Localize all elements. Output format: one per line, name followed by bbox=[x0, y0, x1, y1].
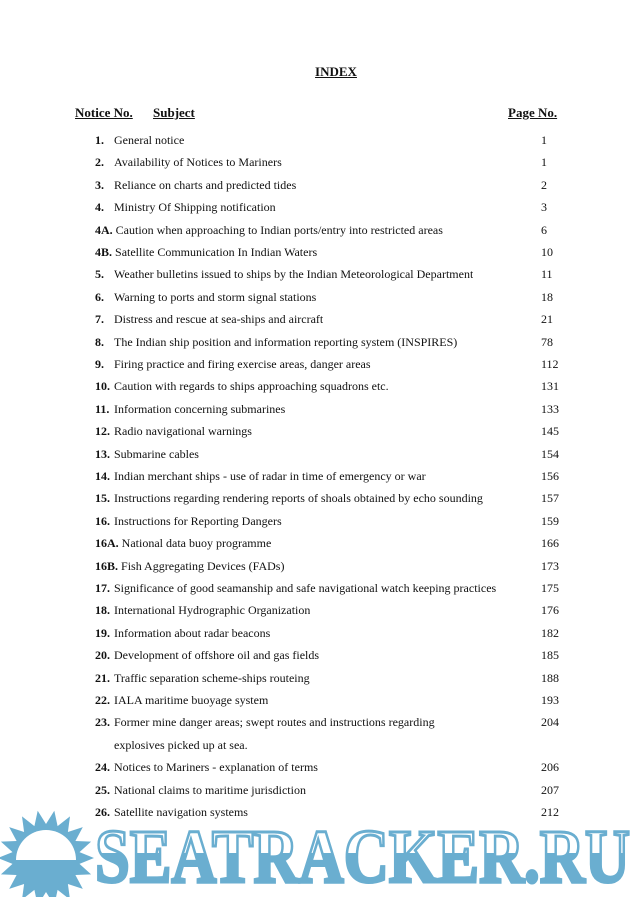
entry-subject: Instructions for Reporting Dangers bbox=[114, 513, 282, 528]
entry-number: 22. bbox=[95, 693, 110, 707]
header-page-no: Page No. bbox=[508, 105, 558, 120]
entry-subject: Notices to Mariners - explanation of terms bbox=[114, 760, 318, 775]
entry-subject: General notice bbox=[114, 133, 185, 147]
entry-subject: Indian merchant ships - use of radar in time of emergency or war bbox=[114, 469, 426, 483]
entry-subject: IALA maritime buoyage system bbox=[114, 693, 269, 707]
entry-page: 112 bbox=[541, 357, 559, 371]
index-entry bbox=[95, 715, 559, 733]
entry-number: 13. bbox=[95, 446, 110, 461]
entry-number: 12. bbox=[95, 424, 110, 439]
entry-page: 175 bbox=[541, 581, 559, 595]
entry-number: 21. bbox=[95, 670, 110, 685]
entry-subject: Submarine cables bbox=[114, 446, 199, 461]
entry-number: 16. bbox=[95, 513, 110, 528]
entry-page: 21 bbox=[541, 312, 553, 327]
index-entry bbox=[95, 513, 559, 532]
entry-page: 131 bbox=[541, 379, 559, 394]
index-entry bbox=[95, 670, 559, 689]
entry-number: 17. bbox=[95, 581, 110, 595]
entry-number: 6. bbox=[95, 289, 104, 304]
entry-subject: Reliance on charts and predicted tides bbox=[114, 177, 297, 192]
entry-number: 25. bbox=[95, 782, 110, 797]
index-entry bbox=[95, 625, 559, 644]
entry-number: 7. bbox=[95, 312, 104, 327]
entry-number: 3. bbox=[95, 177, 104, 192]
entry-page: 206 bbox=[541, 760, 559, 775]
entry-number: 19. bbox=[95, 625, 110, 640]
entry-number: 18. bbox=[95, 603, 110, 618]
entry-number: 10. bbox=[95, 379, 110, 394]
entry-page: 1 bbox=[541, 133, 547, 147]
entry-subject: International Hydrographic Organization bbox=[114, 603, 311, 618]
entry-page: 166 bbox=[541, 536, 559, 551]
entry-number: 11. bbox=[95, 401, 110, 416]
entry-page: 2 bbox=[541, 177, 547, 192]
entry-subject: Fish Aggregating Devices (FADs) bbox=[121, 558, 285, 573]
index-entry bbox=[95, 267, 553, 285]
index-entry bbox=[95, 782, 559, 801]
entry-page: 3 bbox=[541, 200, 547, 215]
entry-subject: Distress and rescue at sea-ships and aircraft bbox=[114, 312, 324, 327]
index-entry bbox=[95, 760, 559, 778]
index-entry bbox=[95, 401, 559, 420]
entry-page: 1 bbox=[541, 155, 547, 170]
entry-page: 154 bbox=[541, 446, 559, 461]
entry-page: 11 bbox=[541, 267, 553, 282]
entry-number: 14. bbox=[95, 469, 110, 483]
entry-page: 10 bbox=[541, 245, 553, 259]
index-entry bbox=[95, 424, 559, 442]
entry-page: 193 bbox=[541, 693, 559, 707]
entry-page: 182 bbox=[541, 625, 559, 640]
entry-subject: National data buoy programme bbox=[121, 536, 272, 551]
entry-subject: Former mine danger areas; swept routes and instructions regarding bbox=[114, 715, 435, 730]
entry-number: 20. bbox=[95, 648, 110, 663]
index-entry bbox=[95, 379, 559, 397]
entry-subject: Ministry Of Shipping notification bbox=[114, 200, 276, 215]
watermark-text: SEATRACKER.RU bbox=[95, 815, 630, 897]
index-entry bbox=[95, 289, 553, 308]
index-entry bbox=[95, 693, 559, 711]
entry-number: 16B. bbox=[95, 558, 119, 573]
index-entry bbox=[95, 446, 559, 465]
entry-page: 145 bbox=[541, 424, 559, 439]
entry-page: 6 bbox=[541, 222, 547, 237]
entry-page: 212 bbox=[541, 805, 559, 819]
index-entry bbox=[95, 491, 559, 509]
index-entry bbox=[95, 133, 547, 151]
entry-subject: Significance of good seamanship and safe navigational watch keeping practices bbox=[114, 581, 497, 595]
entry-number: 16A. bbox=[95, 536, 119, 551]
entry-subject: Instructions regarding rendering reports of shoals obtained by echo sounding bbox=[114, 491, 483, 506]
header-notice-no: Notice No. bbox=[75, 105, 133, 120]
entry-number: 9. bbox=[95, 357, 104, 371]
entry-subject: Firing practice and firing exercise areas, danger areas bbox=[114, 357, 371, 371]
entry-number: 5. bbox=[95, 267, 104, 282]
entry-page: 188 bbox=[541, 670, 559, 685]
entry-subject: Warning to ports and storm signal stations bbox=[114, 289, 317, 304]
entry-subject: Satellite navigation systems bbox=[114, 805, 248, 819]
index-entry bbox=[95, 603, 559, 621]
entry-number: 4A. bbox=[95, 222, 113, 237]
entry-number: 4B. bbox=[95, 245, 113, 259]
index-entry bbox=[95, 581, 559, 599]
index-entry bbox=[95, 469, 559, 487]
entry-page: 204 bbox=[541, 715, 559, 730]
entry-page: 133 bbox=[541, 401, 559, 416]
seatracker-watermark bbox=[0, 800, 640, 897]
entry-subject: Satellite Communication In Indian Waters bbox=[115, 245, 318, 259]
index-entry bbox=[95, 536, 559, 554]
entry-subject: Information concerning submarines bbox=[114, 401, 286, 416]
entry-number: 23. bbox=[95, 715, 110, 730]
entry-page: 159 bbox=[541, 513, 559, 528]
entry-subject: Information about radar beacons bbox=[114, 625, 271, 640]
index-entry bbox=[95, 222, 547, 241]
index-entry bbox=[95, 312, 553, 330]
index-entry bbox=[95, 334, 553, 353]
index-entry bbox=[95, 177, 547, 196]
entry-subject: Caution when approaching to Indian ports/entry into restricted areas bbox=[115, 222, 443, 237]
entry-number: 1. bbox=[95, 133, 104, 147]
entry-page: 78 bbox=[541, 334, 553, 349]
entry-subject: National claims to maritime jurisdiction bbox=[114, 782, 306, 797]
entry-subject: Caution with regards to ships approaching squadrons etc. bbox=[114, 379, 389, 394]
entry-page: 207 bbox=[541, 782, 559, 797]
header-subject: Subject bbox=[153, 105, 195, 120]
index-entry bbox=[95, 648, 559, 666]
entry-page: 176 bbox=[541, 603, 559, 618]
index-entry bbox=[95, 738, 535, 756]
entry-page: 18 bbox=[541, 289, 553, 304]
page-title: INDEX bbox=[315, 64, 357, 79]
entry-number: 24. bbox=[95, 760, 110, 775]
entry-subject: Weather bulletins issued to ships by the Indian Meteorological Department bbox=[114, 267, 474, 282]
entry-subject: Traffic separation scheme-ships routeing bbox=[114, 670, 310, 685]
index-entry bbox=[95, 200, 547, 218]
index-entry bbox=[95, 245, 553, 263]
index-entry bbox=[95, 155, 547, 173]
sun-logo-icon bbox=[0, 811, 94, 897]
entry-number: 26. bbox=[95, 805, 110, 819]
entry-subject: Radio navigational warnings bbox=[114, 424, 252, 439]
entry-page: 173 bbox=[541, 558, 559, 573]
entry-page: 185 bbox=[541, 648, 559, 663]
entry-subject: Development of offshore oil and gas fields bbox=[114, 648, 320, 663]
entry-number: 4. bbox=[95, 200, 104, 215]
entry-page: 156 bbox=[541, 469, 559, 483]
index-entry bbox=[95, 558, 559, 577]
entry-number: 8. bbox=[95, 334, 104, 349]
entry-page: 157 bbox=[541, 491, 559, 506]
entry-number: 2. bbox=[95, 155, 104, 170]
entry-subject: The Indian ship position and information reporting system (INSPIRES) bbox=[114, 334, 458, 349]
entry-subject: explosives picked up at sea. bbox=[114, 737, 248, 752]
entry-number: 15. bbox=[95, 491, 110, 506]
entry-subject: Availability of Notices to Mariners bbox=[114, 155, 282, 170]
index-entry bbox=[95, 357, 559, 375]
